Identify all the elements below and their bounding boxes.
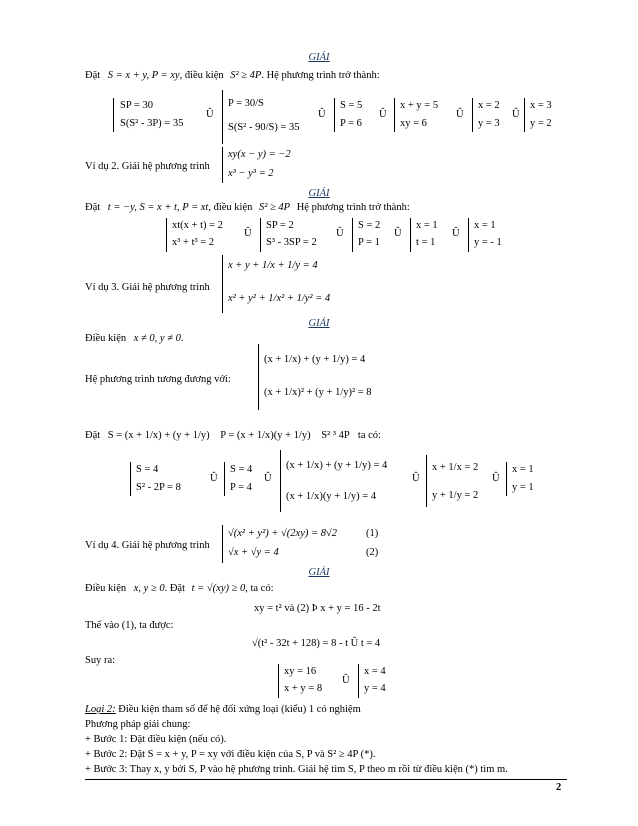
p1-defs: S = x + y, P = xy bbox=[107, 70, 180, 81]
brace bbox=[224, 462, 225, 496]
heading-solution-3: GIẢI bbox=[308, 318, 330, 329]
p3-set-p: P = (x + 1/x)(y + 1/y) bbox=[220, 430, 311, 441]
equivalence-symbol: Û bbox=[492, 473, 500, 484]
brace bbox=[410, 218, 411, 252]
p4-subst-label: Thế vào (1), ta được: bbox=[85, 620, 174, 631]
p3-sys-d-1: x + 1/x = 2 bbox=[432, 462, 479, 473]
equivalence-symbol: Û bbox=[336, 228, 344, 239]
p2-sys-d-2: t = 1 bbox=[416, 237, 436, 248]
p3-sys-a-2: S² - 2P = 8 bbox=[136, 482, 181, 493]
ex4-eq1: √(x² + y²) + √(2xy) = 8√2 bbox=[228, 528, 337, 539]
p3-cond-line: Điều kiện x ≠ 0, y ≠ 0. bbox=[85, 333, 184, 344]
p4-set: . Đặt bbox=[164, 583, 186, 594]
heading-solution-4: GIẢI bbox=[308, 567, 330, 578]
ex2-eq1: xy(x − y) = −2 bbox=[228, 149, 291, 160]
p2-cond-text: , điều kiện bbox=[208, 202, 253, 213]
type2-step3: + Bước 3: Thay x, y bởi S, P vào hệ phương trình. Giải hệ tìm S, P theo m rồi từ điều kiện (*) tìm m. bbox=[85, 764, 508, 775]
ex4-eq1-tag: (1) bbox=[366, 528, 379, 539]
ex4-label: Ví dụ 4. Giải hệ phương trình bbox=[85, 540, 210, 551]
p2-cond: S² ≥ 4P bbox=[259, 202, 291, 213]
p2-tail: Hệ phương trình trở thành: bbox=[296, 202, 410, 213]
brace bbox=[506, 462, 507, 496]
equivalence-symbol: Û bbox=[210, 473, 218, 484]
p3-sys-c-1: (x + 1/x) + (y + 1/y) = 4 bbox=[286, 460, 388, 471]
p3-set-line bbox=[85, 430, 381, 441]
p1-intro: Đặt bbox=[85, 70, 101, 81]
type2-title-line bbox=[85, 704, 361, 715]
p3-equiv-label: Hệ phương trình tương đương với: bbox=[85, 374, 231, 385]
brace bbox=[394, 98, 395, 132]
p3-set-tail: ta có: bbox=[357, 430, 381, 441]
p4-cond: x, y ≥ 0 bbox=[133, 583, 165, 594]
p1-cond: S² ≥ 4P bbox=[230, 70, 262, 81]
p1-sys-c-2: P = 6 bbox=[340, 118, 362, 129]
p3-sys-d-2: y + 1/y = 2 bbox=[432, 490, 479, 501]
p1-tail: . Hệ phương trình trở thành: bbox=[261, 70, 380, 81]
brace bbox=[352, 218, 353, 252]
brace bbox=[524, 98, 525, 132]
brace bbox=[278, 664, 279, 698]
p1-sys-e-2: y = 3 bbox=[478, 118, 500, 129]
p4-set-expr: t = √(xy) ≥ 0 bbox=[191, 583, 246, 594]
brace bbox=[472, 98, 473, 132]
equivalence-symbol: Û bbox=[264, 473, 272, 484]
p4-sys-a-1: xy = 16 bbox=[284, 666, 317, 677]
brace bbox=[222, 147, 223, 183]
p1-sys-b-2: S(S² - 90/S) = 35 bbox=[228, 122, 300, 133]
equivalence-symbol: Û bbox=[456, 109, 464, 120]
p4-sys-b-1: x = 4 bbox=[364, 666, 386, 677]
brace bbox=[468, 218, 469, 252]
brace bbox=[358, 664, 359, 698]
equivalence-symbol: Û bbox=[452, 228, 460, 239]
brace bbox=[166, 218, 167, 252]
or-symbol: Û bbox=[512, 109, 520, 120]
equivalence-symbol: Û bbox=[244, 228, 252, 239]
p4-set-tail: , ta có: bbox=[245, 583, 274, 594]
p2-sys-c-1: S = 2 bbox=[358, 220, 381, 231]
p2-sys-e-2: y = - 1 bbox=[474, 237, 502, 248]
ex3-label: Ví dụ 3. Giải hệ phương trình bbox=[85, 282, 210, 293]
p2-sys-b-1: SP = 2 bbox=[266, 220, 294, 231]
p3-eq-a: (x + 1/x) + (y + 1/y) = 4 bbox=[264, 354, 366, 365]
ex2-label: Ví dụ 2. Giải hệ phương trình bbox=[85, 161, 210, 172]
p4-follow: Suy ra: bbox=[85, 655, 116, 666]
p4-sys-a-2: x + y = 8 bbox=[284, 683, 323, 694]
footer-rule bbox=[85, 779, 567, 780]
p3-sys-b-1: S = 4 bbox=[230, 464, 253, 475]
brace bbox=[222, 525, 223, 563]
p2-intro-line bbox=[85, 202, 410, 213]
ex4-eq2-tag: (2) bbox=[366, 547, 379, 558]
p3-cond: x ≠ 0, y ≠ 0 bbox=[133, 333, 181, 344]
brace bbox=[258, 344, 259, 410]
ex3-eq1: x + y + 1/x + 1/y = 4 bbox=[228, 260, 318, 271]
equivalence-symbol: Û bbox=[342, 675, 350, 686]
p1-cond-text: , điều kiện bbox=[179, 70, 224, 81]
equivalence-symbol: Û bbox=[318, 109, 326, 120]
brace bbox=[113, 98, 114, 132]
p3-sys-a-1: S = 4 bbox=[136, 464, 159, 475]
p1-sys-d-2: xy = 6 bbox=[400, 118, 427, 129]
type2-title: Loại 2: bbox=[85, 704, 116, 715]
ex3-eq2: x² + y² + 1/x² + 1/y² = 4 bbox=[228, 293, 331, 304]
type2-step2: + Bước 2: Đặt S = x + y, P = xy với điều kiện của S, P và S² ≥ 4P (*). bbox=[85, 749, 376, 760]
p2-sys-d-1: x = 1 bbox=[416, 220, 438, 231]
p2-sys-a-2: x³ + t³ = 2 bbox=[172, 237, 215, 248]
p1-intro-line bbox=[85, 70, 380, 81]
p1-sys-e-1: x = 2 bbox=[478, 100, 500, 111]
p3-cond-label: Điều kiện bbox=[85, 333, 127, 344]
p3-eq-b: (x + 1/x)² + (y + 1/y)² = 8 bbox=[264, 387, 372, 398]
p4-sys-b-2: y = 4 bbox=[364, 683, 386, 694]
p3-set-cond: S² ³ 4P bbox=[321, 430, 350, 441]
p4-rel: xy = t² và (2) Þ x + y = 16 - 2t bbox=[254, 603, 381, 614]
p4-subst-eq: √(t² - 32t + 128) = 8 - t Û t = 4 bbox=[252, 638, 381, 649]
p3-sys-e-2: y = 1 bbox=[512, 482, 534, 493]
p4-cond-label: Điều kiện bbox=[85, 583, 127, 594]
p3-sys-b-2: P = 4 bbox=[230, 482, 252, 493]
p1-sys-c-1: S = 5 bbox=[340, 100, 363, 111]
equivalence-symbol: Û bbox=[412, 473, 420, 484]
p2-sys-b-2: S³ - 3SP = 2 bbox=[266, 237, 317, 248]
equivalence-symbol: Û bbox=[379, 109, 387, 120]
p4-cond-line bbox=[85, 583, 274, 594]
p2-intro: Đặt bbox=[85, 202, 101, 213]
p1-sys-a-2: S(S² - 3P) = 35 bbox=[120, 118, 184, 129]
heading-solution-1: GIẢI bbox=[308, 52, 330, 63]
equivalence-symbol: Û bbox=[206, 109, 214, 120]
p3-set-s: S = (x + 1/x) + (y + 1/y) bbox=[107, 430, 210, 441]
brace bbox=[334, 98, 335, 132]
p3-set-intro: Đặt bbox=[85, 430, 101, 441]
page-number: 2 bbox=[556, 782, 562, 793]
p1-sys-f-2: y = 2 bbox=[530, 118, 552, 129]
p2-sys-a-1: xt(x + t) = 2 bbox=[172, 220, 223, 231]
ex4-eq2: √x + √y = 4 bbox=[228, 547, 279, 558]
p2-defs: t = −y, S = x + t, P = xt bbox=[107, 202, 209, 213]
brace bbox=[222, 90, 223, 144]
brace bbox=[130, 462, 131, 496]
p1-sys-b-1: P = 30/S bbox=[228, 98, 264, 109]
p3-sys-c-2: (x + 1/x)(y + 1/y) = 4 bbox=[286, 491, 377, 502]
p2-sys-c-2: P = 1 bbox=[358, 237, 380, 248]
type2-title-rest: Điều kiện tham số để hệ đối xứng loại (kiểu) 1 có nghiệm bbox=[118, 704, 361, 715]
type2-step1: + Bước 1: Đặt điều kiện (nếu có). bbox=[85, 734, 227, 745]
p2-sys-e-1: x = 1 bbox=[474, 220, 496, 231]
heading-solution-2: GIẢI bbox=[308, 188, 330, 199]
brace bbox=[280, 450, 281, 512]
ex2-eq2: x³ − y³ = 2 bbox=[228, 168, 274, 179]
brace bbox=[222, 255, 223, 313]
p3-sys-e-1: x = 1 bbox=[512, 464, 534, 475]
type2-method: Phương pháp giải chung: bbox=[85, 719, 191, 730]
p1-sys-a-1: SP = 30 bbox=[120, 100, 153, 111]
brace bbox=[426, 455, 427, 507]
p1-sys-d-1: x + y = 5 bbox=[400, 100, 439, 111]
equivalence-symbol: Û bbox=[394, 228, 402, 239]
p1-sys-f-1: x = 3 bbox=[530, 100, 552, 111]
brace bbox=[260, 218, 261, 252]
